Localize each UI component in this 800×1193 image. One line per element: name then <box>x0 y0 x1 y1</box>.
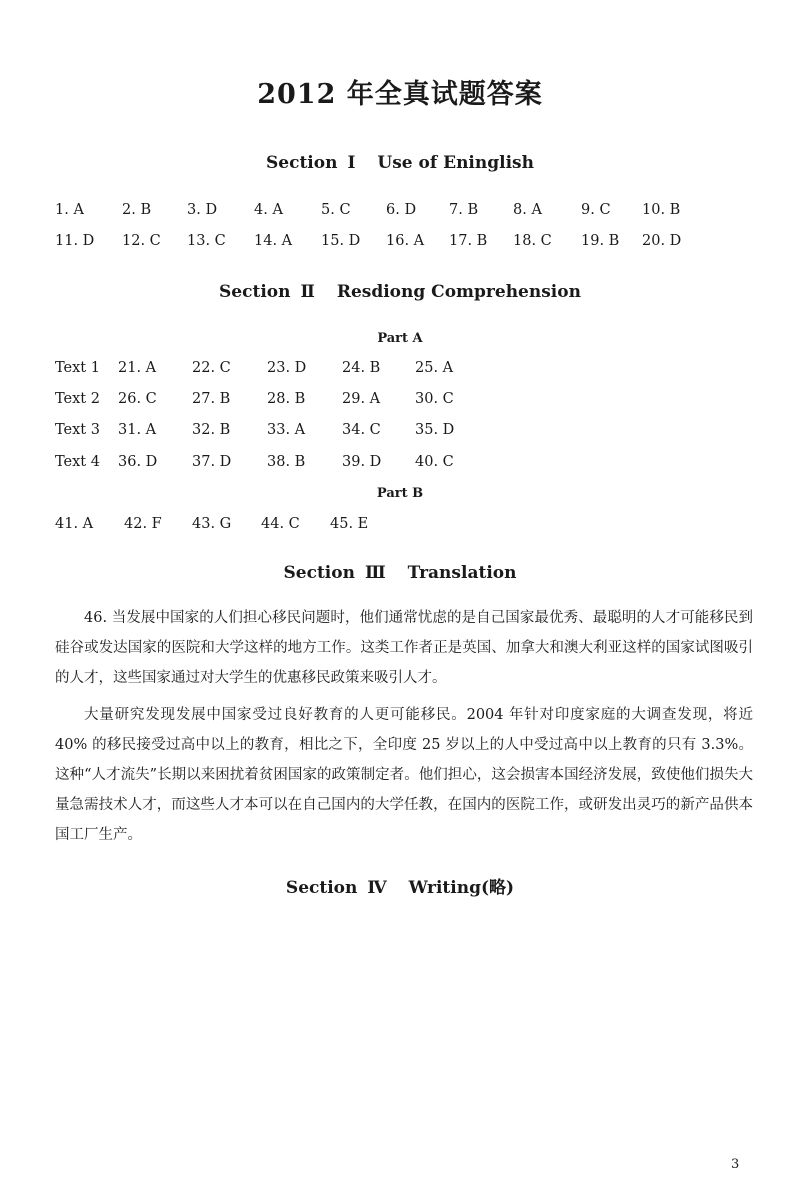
part-b-heading: Part B <box>376 486 424 501</box>
translation-paragraph-1: 46. 当发展中国家的人们担心移民问题时，他们通常忧虑的是自己国家最优秀、最聪明的人才可能移民到硅谷或发达国家的医院和大学这样的地方工作。这类工作者正是英国、加拿大和澳大利亚这样的国家试图吸引的人才，这些国家通过对大学生的优惠移民政策来吸引人才。 <box>55 610 753 686</box>
answer-item: 12. C <box>122 233 161 249</box>
section-2-heading <box>0 282 800 302</box>
answer-item: 19. B <box>581 233 620 249</box>
answer-item: 30. C <box>415 391 454 407</box>
answer-item: 11. D <box>55 233 95 249</box>
answer-item: 36. D <box>118 454 158 470</box>
section-name: Use of Eninglish <box>377 153 534 173</box>
answer-item: 32. B <box>192 422 231 438</box>
answer-item: 38. B <box>267 454 306 470</box>
answer-item: 21. A <box>118 360 157 376</box>
answer-item: 37. D <box>192 454 232 470</box>
section-label: Section <box>285 878 358 898</box>
answer-item: 28. B <box>267 391 306 407</box>
text-label: Text 4 <box>55 454 100 470</box>
answer-item: 17. B <box>449 233 488 249</box>
section-name: Resdiong Comprehension <box>336 282 581 302</box>
answer-item: 42. F <box>124 516 162 532</box>
text-label: Text 2 <box>55 391 100 407</box>
section-4-heading <box>0 873 800 898</box>
answer-item: 39. D <box>342 454 382 470</box>
answer-item: 35. D <box>415 422 455 438</box>
section-3-heading <box>0 563 800 583</box>
page-title: 2012 年全真试题答案 <box>257 79 543 110</box>
answer-item: 23. D <box>267 360 307 376</box>
answer-item: 18. C <box>513 233 552 249</box>
answer-item: 34. C <box>342 422 381 438</box>
section-label: Section <box>266 153 338 173</box>
answer-item: 29. A <box>342 391 381 407</box>
part-b-row <box>0 516 800 538</box>
section-name: Translation <box>407 563 517 583</box>
answer-item: 40. C <box>415 454 454 470</box>
answer-item: 8. A <box>513 202 542 218</box>
page-number: 3 <box>731 1157 740 1172</box>
answer-item: 27. B <box>192 391 231 407</box>
answer-item: 6. D <box>386 202 417 218</box>
section-name: Writing(略) <box>408 878 515 898</box>
answer-item: 22. C <box>192 360 231 376</box>
answer-item: 45. E <box>330 516 369 532</box>
answer-item: 2. B <box>122 202 152 218</box>
answer-item: 7. B <box>449 202 479 218</box>
answer-item: 43. G <box>192 516 232 532</box>
answer-row-2 <box>0 233 800 255</box>
answer-item: 41. A <box>55 516 94 532</box>
answer-item: 26. C <box>118 391 157 407</box>
answer-item: 33. A <box>267 422 306 438</box>
answer-item: 5. C <box>321 202 351 218</box>
answer-item: 44. C <box>261 516 300 532</box>
section-label: Section <box>219 282 291 302</box>
section-numeral: Ⅳ <box>367 878 387 898</box>
part-a-heading: Part A <box>377 331 423 346</box>
translation-paragraph-2: 大量研究发现发展中国家受过良好教育的人更可能移民。2004 年针对印度家庭的大调查发现，将近 40% 的移民接受过高中以上的教育，相比之下，全印度 25 岁以上的人中受过高中以上教育的只有 3.3%。这种“人才流失”长期以来困扰着贫困国家的政策制定者。他们担心，这会损害本国经济发展，致使他们损失大量急需技术人才，而这些人才本可以在自己国内的大学任教，在国内的医院工作，或研发出灵巧的新产品供本国工厂生产。 <box>55 707 753 843</box>
section-numeral: Ⅰ <box>347 153 356 173</box>
text-row-2 <box>0 391 800 413</box>
text-row-4 <box>0 454 800 476</box>
section-label: Section <box>283 563 355 583</box>
text-row-3 <box>0 422 800 444</box>
answer-item: 24. B <box>342 360 381 376</box>
answer-row-1 <box>0 202 800 224</box>
section-1-heading <box>0 153 800 173</box>
answer-item: 20. D <box>642 233 682 249</box>
text-label: Text 3 <box>55 422 100 438</box>
answer-item: 4. A <box>254 202 283 218</box>
text-row-1 <box>0 360 800 382</box>
text-label: Text 1 <box>55 360 100 376</box>
answer-item: 9. C <box>581 202 611 218</box>
answer-item: 14. A <box>254 233 293 249</box>
answer-item: 15. D <box>321 233 361 249</box>
answer-item: 13. C <box>187 233 226 249</box>
section-numeral: Ⅱ <box>300 282 315 302</box>
answer-item: 10. B <box>642 202 681 218</box>
answer-item: 16. A <box>386 233 425 249</box>
answer-item: 1. A <box>55 202 84 218</box>
answer-item: 25. A <box>415 360 454 376</box>
section-numeral: Ⅲ <box>364 563 386 583</box>
answer-item: 31. A <box>118 422 157 438</box>
answer-item: 3. D <box>187 202 218 218</box>
